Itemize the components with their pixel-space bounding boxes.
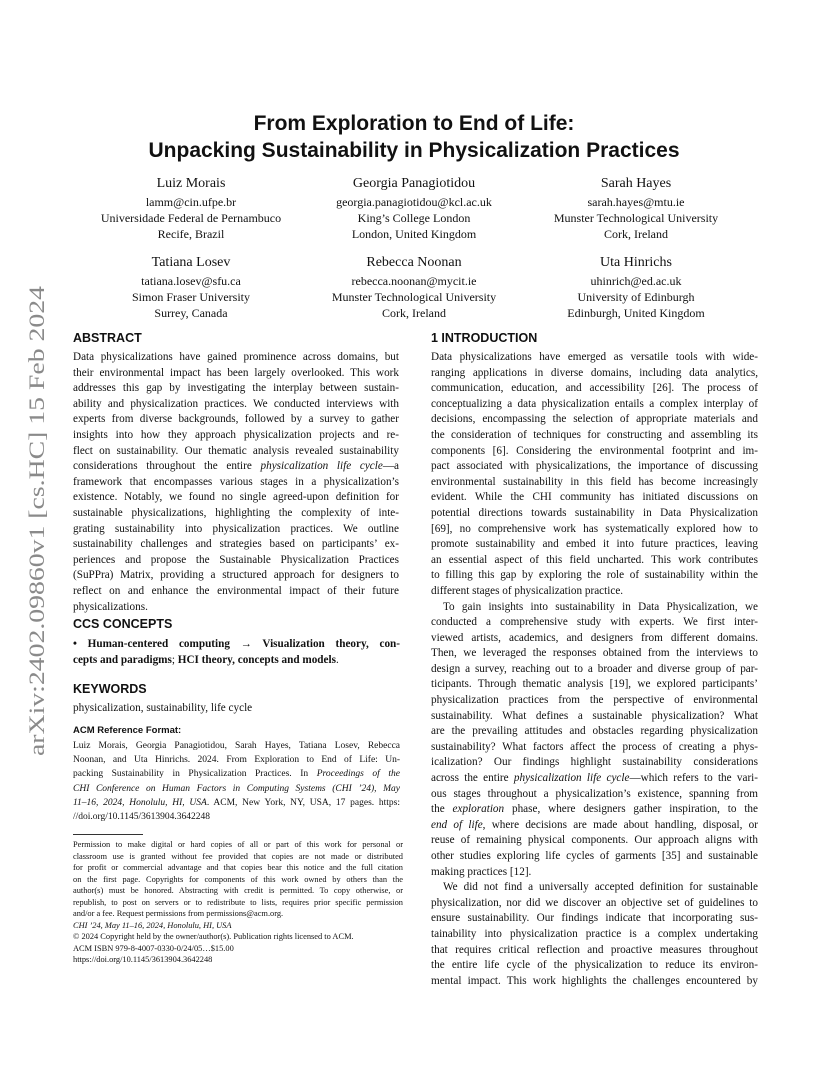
intro-line: are the prevailing attitudes and obstacles regarding physicalization bbox=[431, 725, 758, 738]
intro-line: different stages of physicalization practice. bbox=[431, 584, 624, 597]
reference-venue: Proceedings of the bbox=[316, 769, 400, 780]
title-line-1: From Exploration to End of Life: bbox=[253, 112, 575, 135]
abstract-line: flect on sustainability. Our thematic analysis revealed sustainability bbox=[73, 444, 399, 457]
intro-line: ticipants. Through thematic analysis [19], we explored participants’ bbox=[431, 678, 758, 691]
abstract-text: considerations throughout the entire bbox=[73, 460, 261, 473]
reference-text: packing Sustainability in Physicalization Practices. In bbox=[73, 769, 317, 780]
intro-line: that requires critical reflection and proactive measures throughout bbox=[431, 943, 758, 956]
intro-line: physicalization practices from the perspective of environmental bbox=[431, 694, 758, 707]
title-line-2: Unpacking Sustainability in Physicalization Practices bbox=[148, 139, 680, 162]
author-affiliation: Munster Technological University bbox=[553, 211, 719, 225]
abstract-line: insights into how they approach physicalization projects and re- bbox=[73, 428, 399, 441]
intro-line: viewed artists, academics, and designers from different domains. bbox=[431, 631, 758, 644]
intro-line: components [6]. Considering the environmental footprint and im- bbox=[431, 444, 758, 457]
footnote-divider bbox=[73, 834, 143, 835]
permission-line: for profit or commercial advantage and that copies bear this notice and the full citation bbox=[73, 863, 403, 872]
intro-line: promote sustainability and embed it into future practices, leaving bbox=[431, 538, 758, 551]
permission-line: republish, to post on servers or to redistribute to lists, requires prior specific permission bbox=[73, 897, 403, 907]
intro-text: phase, where designers gather inspiration, to the bbox=[504, 803, 758, 816]
author-email[interactable]: sarah.hayes@mtu.ie bbox=[587, 195, 685, 209]
abstract-emphasis: physicalization life cycle bbox=[260, 460, 383, 473]
reference-line bbox=[73, 782, 400, 796]
author-name: Sarah Hayes bbox=[600, 176, 672, 191]
author-affiliation: University of Edinburgh bbox=[577, 290, 695, 304]
arxiv-identifier-text: arXiv:2402.09860v1 [cs.HC] 15 Feb 2024 bbox=[24, 383, 49, 756]
ccs-term: HCI theory, concepts and models bbox=[177, 653, 336, 666]
intro-line: the consideration of techniques for constructing and assembling its bbox=[431, 428, 758, 441]
author-affiliation: King’s College London bbox=[357, 211, 471, 225]
intro-line: the entire life cycle of the physicalization to reduce its environ- bbox=[431, 959, 758, 972]
author-name: Luiz Morais bbox=[156, 176, 226, 191]
isbn-line: ACM ISBN 979-8-4007-0330-0/24/05…$15.00 bbox=[73, 943, 234, 953]
ccs-period: . bbox=[335, 653, 339, 666]
intro-line: To gain insights into sustainability in Data Physicalization, we bbox=[443, 600, 758, 613]
author-email[interactable]: rebecca.noonan@mycit.ie bbox=[351, 274, 477, 288]
author-name: Tatiana Losev bbox=[151, 255, 231, 270]
author-location: Edinburgh, United Kingdom bbox=[567, 306, 705, 320]
permission-line: classroom use is granted without fee provided that copies are not made or distributed bbox=[73, 851, 403, 861]
intro-line: conceptualizing a data physicalization entails a complex interplay of bbox=[431, 397, 758, 410]
intro-line: sustainability. What defines a sustainable physicalization? What bbox=[431, 709, 758, 722]
reference-doi-link[interactable]: //doi.org/10.1145/3613904.3642248 bbox=[73, 812, 210, 823]
intro-line: pact associated with physicalizations, the importance of discussing bbox=[431, 460, 758, 473]
abstract-line: existence. Notably, we found no single agreed-upon definition for bbox=[73, 491, 399, 504]
permission-line: author(s) must be honored. Abstracting with credit is permitted. To copy otherwise, or bbox=[73, 886, 403, 895]
reference-line bbox=[73, 796, 400, 810]
abstract-text: —a bbox=[382, 460, 399, 473]
intro-line: potential directions towards sustainability in Data Physicalization bbox=[431, 506, 758, 519]
abstract-line: grating sustainability into physicalization practices. We outline bbox=[73, 522, 399, 535]
author-location: Cork, Ireland bbox=[382, 306, 446, 320]
permission-notice bbox=[73, 839, 403, 966]
intro-emphasis: end of life bbox=[431, 818, 483, 831]
author-location: Recife, Brazil bbox=[157, 227, 225, 241]
ccs-body bbox=[73, 637, 400, 668]
intro-line: [69], no comprehensive work has systematically explored how to bbox=[431, 522, 758, 535]
intro-text: across the entire bbox=[431, 772, 514, 785]
intro-line: other studies exploring life cycles of garments [35] and sustainable bbox=[431, 850, 758, 862]
intro-line: design a survey, reaching out to a broader and diverse group of par- bbox=[431, 662, 758, 675]
arxiv-identifier bbox=[22, 286, 52, 756]
intro-text: —which refers to the vari- bbox=[629, 772, 759, 785]
author-block bbox=[71, 175, 311, 242]
abstract-line: Data physicalizations have gained prominence across domains, but bbox=[73, 351, 399, 363]
reference-venue: CHI Conference on Human Factors in Computing Systems (CHI ’24), May bbox=[73, 783, 400, 794]
intro-line: ranging applications in diverse domains, including data analytics, bbox=[431, 366, 758, 379]
author-name: Georgia Panagiotidou bbox=[352, 176, 476, 191]
reference-line: Luiz Morais, Georgia Panagiotidou, Sarah Hayes, Tatiana Losev, Rebecca bbox=[73, 741, 400, 751]
author-block bbox=[516, 254, 756, 321]
abstract-heading: ABSTRACT bbox=[73, 331, 142, 345]
intro-line: sustainability? What factors affect the process of creating a phys- bbox=[431, 740, 758, 753]
introduction-heading: 1 INTRODUCTION bbox=[431, 331, 538, 345]
intro-line: tainability into physicalization practice is a complex undertaking bbox=[431, 927, 758, 940]
author-affiliation: Simon Fraser University bbox=[132, 290, 250, 304]
abstract-line: reflect on and enhance the environmental impact of their future bbox=[73, 584, 399, 597]
intro-line: ensure sustainability. Our findings indicate that incorporating sus- bbox=[431, 912, 758, 925]
author-name: Uta Hinrichs bbox=[600, 255, 672, 270]
intro-line: decisions, encompassing the selection of appropriate materials and bbox=[431, 413, 758, 426]
reference-venue: 11–16, 2024, Honolulu, HI, USA bbox=[73, 797, 207, 808]
abstract-line: experts from diverse backgrounds, followed by a survey to gather bbox=[73, 413, 399, 426]
intro-line: Data physicalizations have emerged as versatile tools with wide- bbox=[431, 351, 758, 363]
intro-line: environmental sustainability in this field has become increasingly bbox=[431, 475, 758, 488]
permission-line: Permission to make digital or hard copies of all or part of this work for personal or bbox=[73, 840, 403, 849]
abstract-line: ability and physicalization practices. We conducted interviews with bbox=[73, 397, 399, 410]
abstract-line: sustainable physicalizations, highlighting the complexity of inte- bbox=[73, 506, 399, 519]
intro-emphasis: exploration bbox=[452, 803, 505, 816]
intro-line: physicalization, nor did we discover an objective set of guidelines to bbox=[431, 896, 758, 909]
author-location: London, United Kingdom bbox=[351, 227, 477, 241]
abstract-line: sustainability challenges and strategies based on participants’ ex- bbox=[73, 538, 399, 551]
conference-text: CHI ’24, May 11–16, 2024, Honolulu, HI, USA bbox=[73, 920, 232, 930]
intro-text: , where decisions are made about handling, disposal, or bbox=[482, 818, 758, 831]
permission-line: on the first page. Copyrights for components of this work owned by others than the bbox=[73, 874, 403, 884]
intro-text: the bbox=[431, 803, 453, 816]
author-affiliation: Universidade Federal de Pernambuco bbox=[100, 211, 282, 225]
author-email[interactable]: tatiana.losev@sfu.ca bbox=[141, 274, 241, 288]
author-email[interactable]: uhinrich@ed.ac.uk bbox=[590, 274, 682, 288]
author-block bbox=[294, 175, 534, 242]
intro-line: Then, we leveraged the responses obtained from the interviews to bbox=[431, 647, 758, 660]
author-email[interactable]: georgia.panagiotidou@kcl.ac.uk bbox=[336, 195, 492, 209]
introduction-body bbox=[431, 350, 758, 989]
author-name: Rebecca Noonan bbox=[366, 255, 462, 270]
intro-line: mental impact. This work highlights the challenges encountered by bbox=[431, 974, 758, 987]
intro-emphasis: physicalization life cycle bbox=[513, 772, 630, 785]
abstract-line: physicalizations. bbox=[73, 600, 148, 613]
intro-line: communication, education, and accessibility [26]. The process of bbox=[431, 382, 758, 395]
ccs-term: cepts and paradigms bbox=[73, 653, 172, 666]
permission-line: and/or a fee. Request permissions from permissions@acm.org. bbox=[73, 909, 284, 918]
intro-line: evident. While the CHI community has initiated discussions on bbox=[431, 491, 758, 504]
abstract-line: (SuPPra) Matrix, providing a structured approach for designers to bbox=[73, 569, 399, 582]
abstract-line bbox=[73, 459, 399, 475]
conference-info bbox=[73, 920, 403, 932]
ccs-line: • Human-centered computing → Visualization theory, con- bbox=[73, 638, 400, 650]
author-location: Cork, Ireland bbox=[604, 227, 668, 241]
copyright-line: © 2024 Copyright held by the owner/author(s). Publication rights licensed to ACM. bbox=[73, 932, 354, 941]
keywords-heading: KEYWORDS bbox=[73, 682, 147, 696]
intro-line bbox=[431, 818, 758, 834]
abstract-line: their environmental impact has been largely overlooked. This work bbox=[73, 366, 399, 379]
paper-title bbox=[70, 110, 758, 164]
author-email[interactable]: lamm@cin.ufpe.br bbox=[145, 195, 237, 209]
abstract-line: framework that encompasses various stages in a physicalization’s bbox=[73, 475, 399, 488]
abstract-body bbox=[73, 350, 399, 615]
doi-link[interactable]: https://doi.org/10.1145/3613904.3642248 bbox=[73, 955, 213, 964]
reference-text: . ACM, New York, NY, USA, 17 pages. https: bbox=[206, 797, 400, 808]
abstract-line: addresses this gap by investigating the interplay between sustain- bbox=[73, 382, 399, 395]
author-block bbox=[516, 175, 756, 242]
intro-line: an essential aspect of this field uncharted. This work contributes bbox=[431, 553, 758, 566]
intro-line: We did not find a universally accepted definition for sustainable bbox=[443, 881, 758, 894]
intro-line: making practices [12]. bbox=[431, 865, 532, 878]
intro-line bbox=[431, 802, 758, 818]
author-affiliation: Munster Technological University bbox=[331, 290, 497, 304]
ccs-heading: CCS CONCEPTS bbox=[73, 617, 173, 631]
reference-format-body bbox=[73, 739, 400, 824]
intro-line: icalization? Our findings highlight sustainability considerations bbox=[431, 756, 758, 769]
author-block bbox=[71, 254, 311, 321]
intro-line bbox=[431, 771, 758, 787]
reference-line: Noonan, and Uta Hinrichs. 2024. From Exploration to End of Life: Un- bbox=[73, 755, 400, 766]
author-block bbox=[294, 254, 534, 321]
intro-line: conducted a comprehensive study with experts. We first inter- bbox=[431, 616, 758, 629]
intro-line: ous stages throughout a physicalization’s existence, spanning from bbox=[431, 787, 758, 800]
intro-line: to filling this gap by exploring the role of sustainability within the bbox=[431, 569, 758, 582]
abstract-line: periences and propose the Sustainable Physicalization Practices bbox=[73, 553, 399, 566]
reference-format-heading: ACM Reference Format: bbox=[73, 725, 182, 736]
ccs-separator: ; bbox=[171, 653, 178, 666]
keywords-text: physicalization, sustainability, life cycle bbox=[73, 702, 253, 714]
author-location: Surrey, Canada bbox=[154, 306, 228, 320]
intro-line: reuse of remaining physical components. Our approach aligns with bbox=[431, 834, 758, 847]
reference-line bbox=[73, 767, 400, 781]
ccs-line bbox=[73, 653, 400, 669]
